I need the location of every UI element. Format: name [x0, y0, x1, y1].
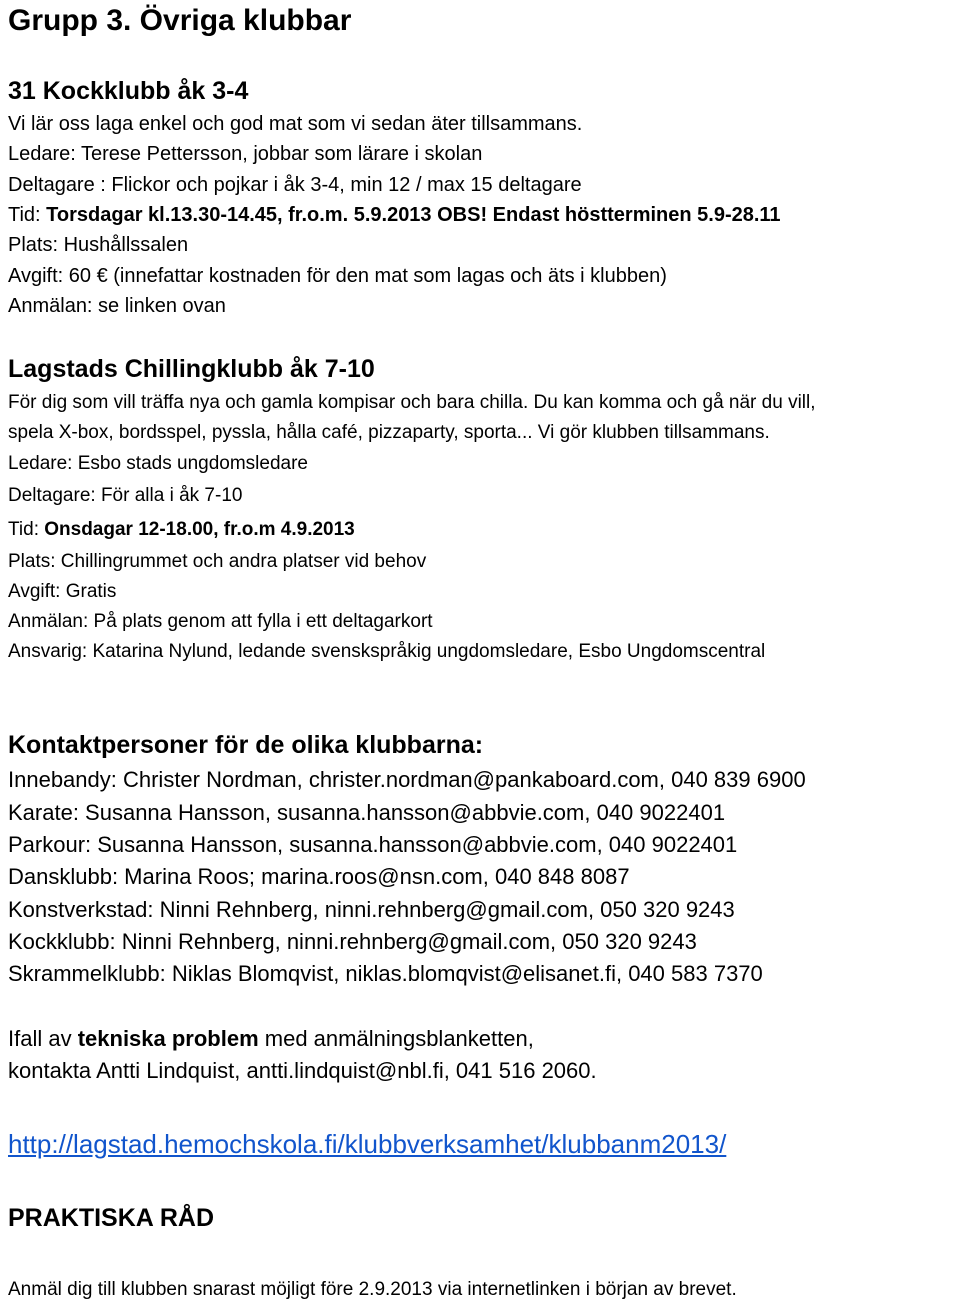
tech-bold: tekniska problem — [77, 1026, 259, 1051]
kockklubb-signup: Anmälan: se linken ovan — [8, 295, 226, 317]
tech-problem-line — [8, 1026, 534, 1052]
kockklubb-participants: Deltagare : Flickor och pojkar i åk 3-4, min 12 / max 15 deltagare — [8, 174, 582, 196]
tech-prefix: Ifall av — [8, 1026, 78, 1051]
chillingklubb-intro-1: För dig som vill träffa nya och gamla kompisar och bara chilla. Du kan komma och gå när du vill, — [8, 392, 816, 413]
contacts-heading: Kontaktpersoner för de olika klubbarna: — [8, 731, 484, 759]
chillingklubb-leader: Ledare: Esbo stads ungdomsledare — [8, 453, 308, 474]
time-label: Tid: — [8, 519, 45, 540]
kockklubb-intro: Vi lär oss laga enkel och god mat som vi sedan äter tillsammans. — [8, 113, 583, 135]
contact-parkour: Parkour: Susanna Hansson, susanna.hansson@abbvie.com, 040 9022401 — [8, 832, 738, 857]
time-value: Torsdagar kl.13.30-14.45, fr.o.m. 5.9.2013 OBS! Endast höstterminen 5.9-28.11 — [46, 204, 781, 226]
contact-konstverkstad: Konstverkstad: Ninni Rehnberg, ninni.rehnberg@gmail.com, 050 320 9243 — [8, 897, 735, 922]
chillingklubb-place: Plats: Chillingrummet och andra platser vid behov — [8, 551, 427, 572]
chillingklubb-heading: Lagstads Chillingklubb åk 7-10 — [8, 355, 375, 383]
kockklubb-time — [8, 204, 781, 227]
contact-dansklubb: Dansklubb: Marina Roos; marina.roos@nsn.com, 040 848 8087 — [8, 864, 630, 889]
contact-kockklubb: Kockklubb: Ninni Rehnberg, ninni.rehnberg@gmail.com, 050 320 9243 — [8, 929, 697, 954]
tech-contact-line: kontakta Antti Lindquist, antti.lindquist@nbl.fi, 041 516 2060. — [8, 1058, 597, 1083]
chillingklubb-signup: Anmälan: På plats genom att fylla i ett deltagarkort — [8, 611, 433, 632]
kockklubb-leader: Ledare: Terese Pettersson, jobbar som lärare i skolan — [8, 143, 483, 165]
chillingklubb-responsible: Ansvarig: Katarina Nylund, ledande svenskspråkig ungdomsledare, Esbo Ungdomscentral — [8, 641, 766, 662]
advice-heading: PRAKTISKA RÅD — [8, 1204, 215, 1232]
time-value: Onsdagar 12-18.00, fr.o.m 4.9.2013 — [44, 519, 355, 540]
advice-text: Anmäl dig till klubben snarast möjligt före 2.9.2013 via internetlinken i början av brevet. — [8, 1279, 737, 1300]
contact-skrammelklubb: Skrammelklubb: Niklas Blomqvist, niklas.blomqvist@elisanet.fi, 040 583 7370 — [8, 961, 763, 986]
chillingklubb-participants: Deltagare: För alla i åk 7-10 — [8, 485, 243, 506]
kockklubb-heading: 31 Kockklubb åk 3-4 — [8, 77, 249, 105]
page-title: Grupp 3. Övriga klubbar — [8, 4, 352, 37]
contact-innebandy: Innebandy: Christer Nordman, christer.nordman@pankaboard.com, 040 839 6900 — [8, 767, 806, 792]
time-label: Tid: — [8, 204, 47, 226]
chillingklubb-time — [8, 519, 355, 541]
contact-karate: Karate: Susanna Hansson, susanna.hansson@abbvie.com, 040 9022401 — [8, 800, 726, 825]
chillingklubb-intro-2: spela X-box, bordsspel, pyssla, hålla café, pizzaparty, sporta... Vi gör klubben tillsammans. — [8, 422, 770, 443]
kockklubb-fee: Avgift: 60 € (innefattar kostnaden för den mat som lagas och äts i klubben) — [8, 265, 667, 287]
tech-suffix: med anmälningsblanketten, — [258, 1026, 534, 1051]
signup-link[interactable]: http://lagstad.hemochskola.fi/klubbverksamhet/klubbanm2013/ — [8, 1129, 727, 1159]
chillingklubb-fee: Avgift: Gratis — [8, 581, 117, 602]
kockklubb-place: Plats: Hushållssalen — [8, 234, 189, 256]
